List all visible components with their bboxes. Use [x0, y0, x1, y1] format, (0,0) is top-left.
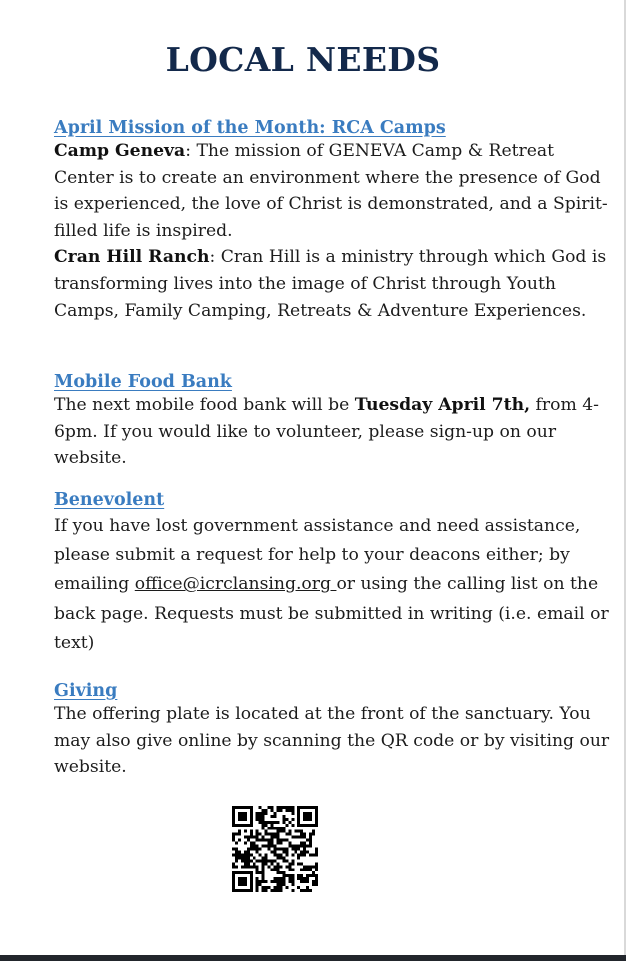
benevolent-text: [54, 512, 614, 658]
april-mission-heading-link[interactable]: April Mission of the Month: RCA Camps: [54, 118, 446, 138]
office-email-link[interactable]: office@icrclansing.org: [134, 574, 337, 595]
benevolent-heading-link[interactable]: Benevolent: [54, 490, 165, 510]
april-mission-text: [54, 138, 614, 324]
giving-heading-link[interactable]: Giving: [54, 681, 118, 701]
bottom-bar: [0, 955, 626, 961]
mobile-food-bank-intro: The next mobile food bank will be: [54, 395, 355, 415]
mobile-food-bank-details: from 4-6pm. If you would like to volunteer, please sign-up on our website.: [54, 395, 599, 469]
benevolent-details: or using the calling list on the back page. Requests must be submitted in writing (i.e. email or text): [54, 574, 609, 653]
camp-geneva-name: Camp Geneva: [54, 141, 186, 161]
page-title: LOCAL NEEDS: [165, 40, 441, 79]
mobile-food-bank-text: [54, 392, 614, 472]
giving-section: [54, 681, 614, 781]
mobile-food-bank-section: [54, 372, 614, 472]
cran-hill-text: : Cran Hill is a ministry through which God is transforming lives into the image of Christ through Youth Camps, Family Camping, Retreats & Adventure Experiences.: [54, 247, 607, 321]
qr-code-icon[interactable]: [232, 806, 318, 892]
mobile-food-bank-date: Tuesday April 7th,: [354, 395, 531, 415]
mobile-food-bank-heading-link[interactable]: Mobile Food Bank: [54, 372, 232, 392]
cran-hill-name: Cran Hill Ranch: [54, 247, 210, 268]
benevolent-intro: If you have lost government assistance and need assistance, please submit a request for help to your deacons either; by emailing: [54, 516, 581, 595]
april-mission-section: [54, 118, 614, 324]
benevolent-section: [54, 490, 614, 658]
giving-text: The offering plate is located at the front of the sanctuary. You may also give online by scanning the QR code or by visiting our website.: [54, 704, 610, 778]
camp-geneva-text: : The mission of GENEVA Camp & Retreat Center is to create an environment where the presence of God is experienced, the love of Christ is demonstrated, and a Spirit-filled life is inspired.: [54, 141, 608, 241]
